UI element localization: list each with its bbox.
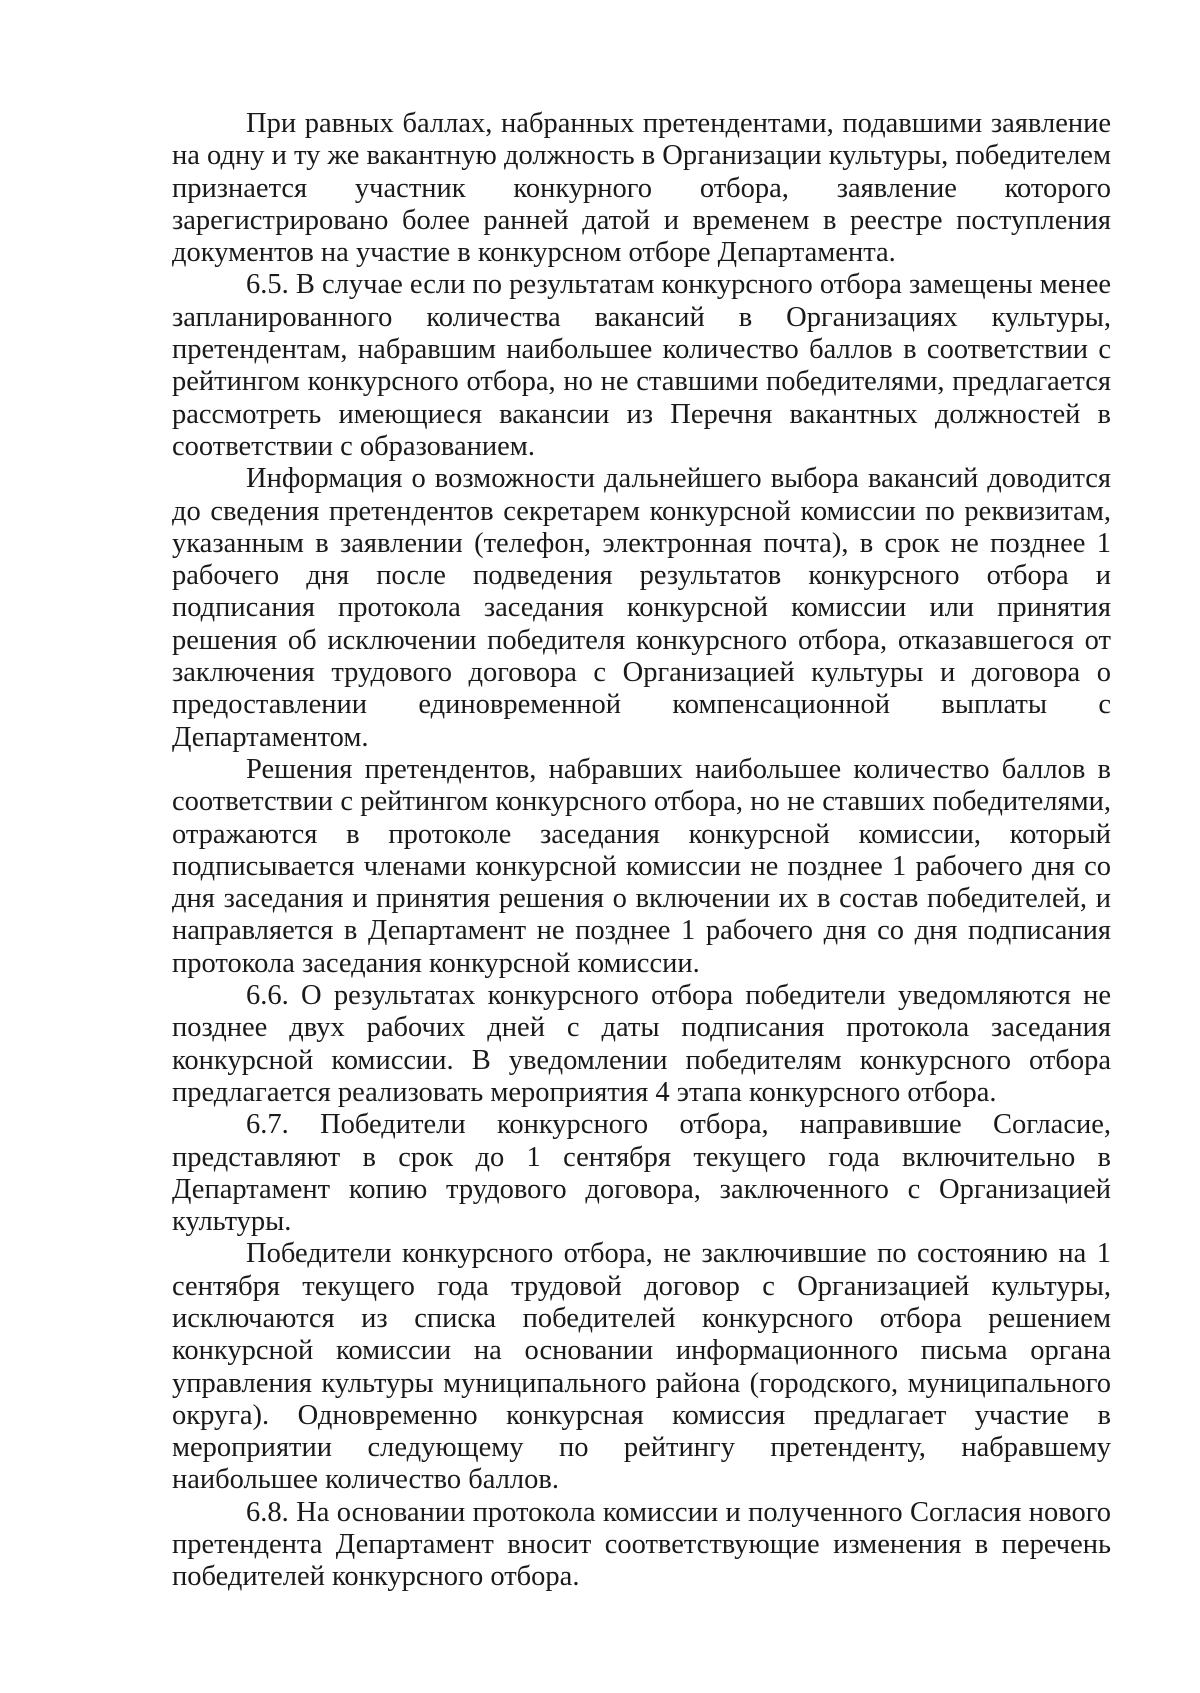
paragraph-exclusion: Победители конкурсного отбора, не заключившие по состоянию на 1 сентября текущего года трудовой договор с Организацией культуры, исключаются из списка победителей конкурсного отбора решением конкурсной комиссии на основании информационного письма органа управления культуры муниципального района (городского, муниципального округа). Одновременно конкурсная комиссия предлагает участие в мероприятии следующему по рейтингу претенденту, набравшему наибольшее количество баллов. bbox=[172, 1238, 1111, 1496]
paragraph-6-6: 6.6. О результатах конкурсного отбора победители уведомляются не позднее двух рабочих дней с даты подписания протокола заседания конкурсной комиссии. В уведомлении победителям конкурсного отбора предлагается реализовать мероприятия 4 этапа конкурсного отбора. bbox=[172, 980, 1111, 1108]
paragraph-6-7: 6.7. Победители конкурсного отбора, направившие Согласие, представляют в срок до 1 сентября текущего года включительно в Департамент копию трудового договора, заключенного с Организацией культуры. bbox=[172, 1109, 1111, 1238]
paragraph-6-5: 6.5. В случае если по результатам конкурсного отбора замещены менее запланированного количества вакансий в Организациях культуры, претендентам, набравшим наибольшее количество баллов в соответствии с рейтингом конкурсного отбора, но не ставшими победителями, предлагается рассмотреть имеющиеся вакансии из Перечня вакантных должностей в соответствии с образованием. bbox=[172, 269, 1111, 462]
paragraph-vacancy-info: Информация о возможности дальнейшего выбора вакансий доводится до сведения претендентов секретарем конкурсной комиссии по реквизитам, указанным в заявлении (телефон, электронная почта), в срок не позднее 1 рабочего дня после подведения результатов конкурсного отбора и подписания протокола заседания конкурсной комиссии или принятия решения об исключении победителя конкурсного отбора, отказавшегося от заключения трудового договора с Организацией культуры и договора о предоставлении единовременной компенсационной выплаты с Департаментом. bbox=[172, 463, 1111, 753]
paragraph-equal-scores: При равных баллах, набранных претендентами, подавшими заявление на одну и ту же вакантную должность в Организации культуры, победителем признается участник конкурного отбора, заявление которого зарегистрировано более ранней датой и временем в реестре поступления документов на участие в конкурсном отборе Департамента. bbox=[172, 108, 1111, 269]
paragraph-candidate-decisions: Решения претендентов, набравших наибольшее количество баллов в соответствии с рейтингом конкурсного отбора, но не ставших победителями, отражаются в протоколе заседания конкурсной комиссии, который подписывается членами конкурсной комиссии не позднее 1 рабочего дня со дня заседания и принятия решения о включении их в состав победителей, и направляется в Департамент не позднее 1 рабочего дня со дня подписания протокола заседания конкурсной комиссии. bbox=[172, 753, 1111, 979]
document-body bbox=[172, 108, 1111, 1594]
paragraph-6-8: 6.8. На основании протокола комиссии и полученного Согласия нового претендента Департамент вносит соответствующие изменения в перечень победителей конкурсного отбора. bbox=[172, 1496, 1111, 1593]
